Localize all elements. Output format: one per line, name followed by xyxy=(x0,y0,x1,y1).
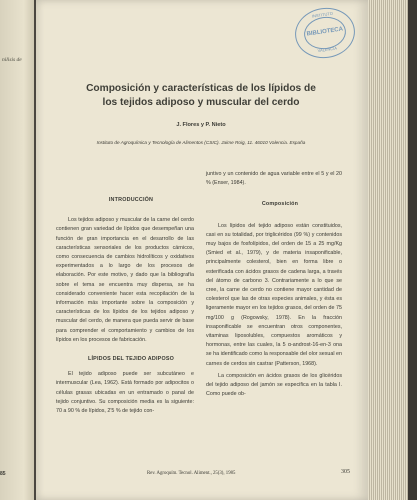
library-stamp: INSTITUTO BIBLIOTECA VALENCIA xyxy=(292,4,358,62)
background-edge xyxy=(408,0,417,500)
right-text-column xyxy=(206,170,342,399)
composition-paragraph: Los lípidos del tejido adiposo están constituidos, casi en su totalidad, por triglicéridos (99 %) y contenidos muy bajos de fosfolípidos, del orden de 15 a 25 mg/Kg (Smied et al., 1979), y de materia insaponificable, principalmente colesterol, bien en forma libre o esterificada con ácidos grasos de cadena larga, a través del átomo de carbono 3. Contrariamente a lo que se cree, la carne de cerdo no contiene mayor cantidad de colesterol que las de otras especies animales, y ésta es ligeramente mayor en los tejidos grasos, del orden de 75 mg/100 g (Rogowsky, 1978). En la fracción insaponificable se encuentran otros componentes, vitaminas liposolubles, compuestos aromáticos y hormonas, entre las cuales, la 5 α-androst-16-en-3 ona se ha identificado como la responsable del olor sexual en carnes de cerdos sin castrar (Patterson, 1968). xyxy=(206,222,342,367)
facing-page-edge xyxy=(0,0,34,500)
facing-page-fragment: nilisis de xyxy=(2,57,22,63)
journal-citation: Rev. Agroquím. Tecnol. Aliment., 25(3), 1985 xyxy=(147,471,236,476)
article-authors: J. Flores y P. Nieto xyxy=(176,122,226,128)
section-heading-adipose-lipids: LÍPIDOS DEL TEJIDO ADIPOSO xyxy=(87,356,175,363)
introduction-paragraph: Los tejidos adiposo y muscular de la carne del cerdo contienen gran variedad de lípidos que desempeñan una función de gran importancia en el desarrollo de las características sensoriales de los productos cárnicos, como consecuencia de cambios hidrolíticos y oxidativos experimentados a lo largo de los procesos de elaboración. Por este motivo, y dado que la bibliografía sobre el tema se encuentra muy dispersa, se ha considerado conveniente hacer esta recopilación de la información más importante sobre la composición y características de los lípidos de los tejidos adiposo y muscular del cerdo, de manera que pueda servir de base para comprender el comportamiento y cambios de los lípidos en los procesos de fabricación. xyxy=(56,217,194,343)
left-text-column xyxy=(56,196,194,416)
article-title: Composición y características de los lípidos de los tejidos adiposo y muscular del cerdo xyxy=(86,83,316,108)
author-affiliation: Instituto de Agroquímica y Tecnología de Alimentos (CSIC). Jaime Roig, 11. 46010 Valencia. España xyxy=(96,140,306,145)
book-page-edges xyxy=(368,0,408,500)
continued-paragraph: juntivo y un contenido de agua variable entre el 5 y el 20 % (Enser, 1984). xyxy=(206,171,342,187)
fatty-acids-paragraph: La composición en ácidos grasos de los glicéridos del tejido adiposo del jamón se especifica en la tabla I. Como puede ob- xyxy=(206,372,342,398)
journal-page xyxy=(36,0,368,500)
section-heading-composition: Composición xyxy=(261,201,299,208)
facing-page-number: 85 xyxy=(0,471,6,477)
page-number: 305 xyxy=(341,469,350,475)
adipose-paragraph: El tejido adiposo puede ser subcutáneo e intermuscular (Lea, 1962). Está formado por adipocitos o células grasas ubicadas en un entramado o panal de tejido conjuntivo. Su composición media es la siguiente: 70 a 90 % de lípidos, 2'5 % de tejido con- xyxy=(56,371,194,415)
section-heading-introduction: INTRODUCCIÓN xyxy=(108,197,154,203)
